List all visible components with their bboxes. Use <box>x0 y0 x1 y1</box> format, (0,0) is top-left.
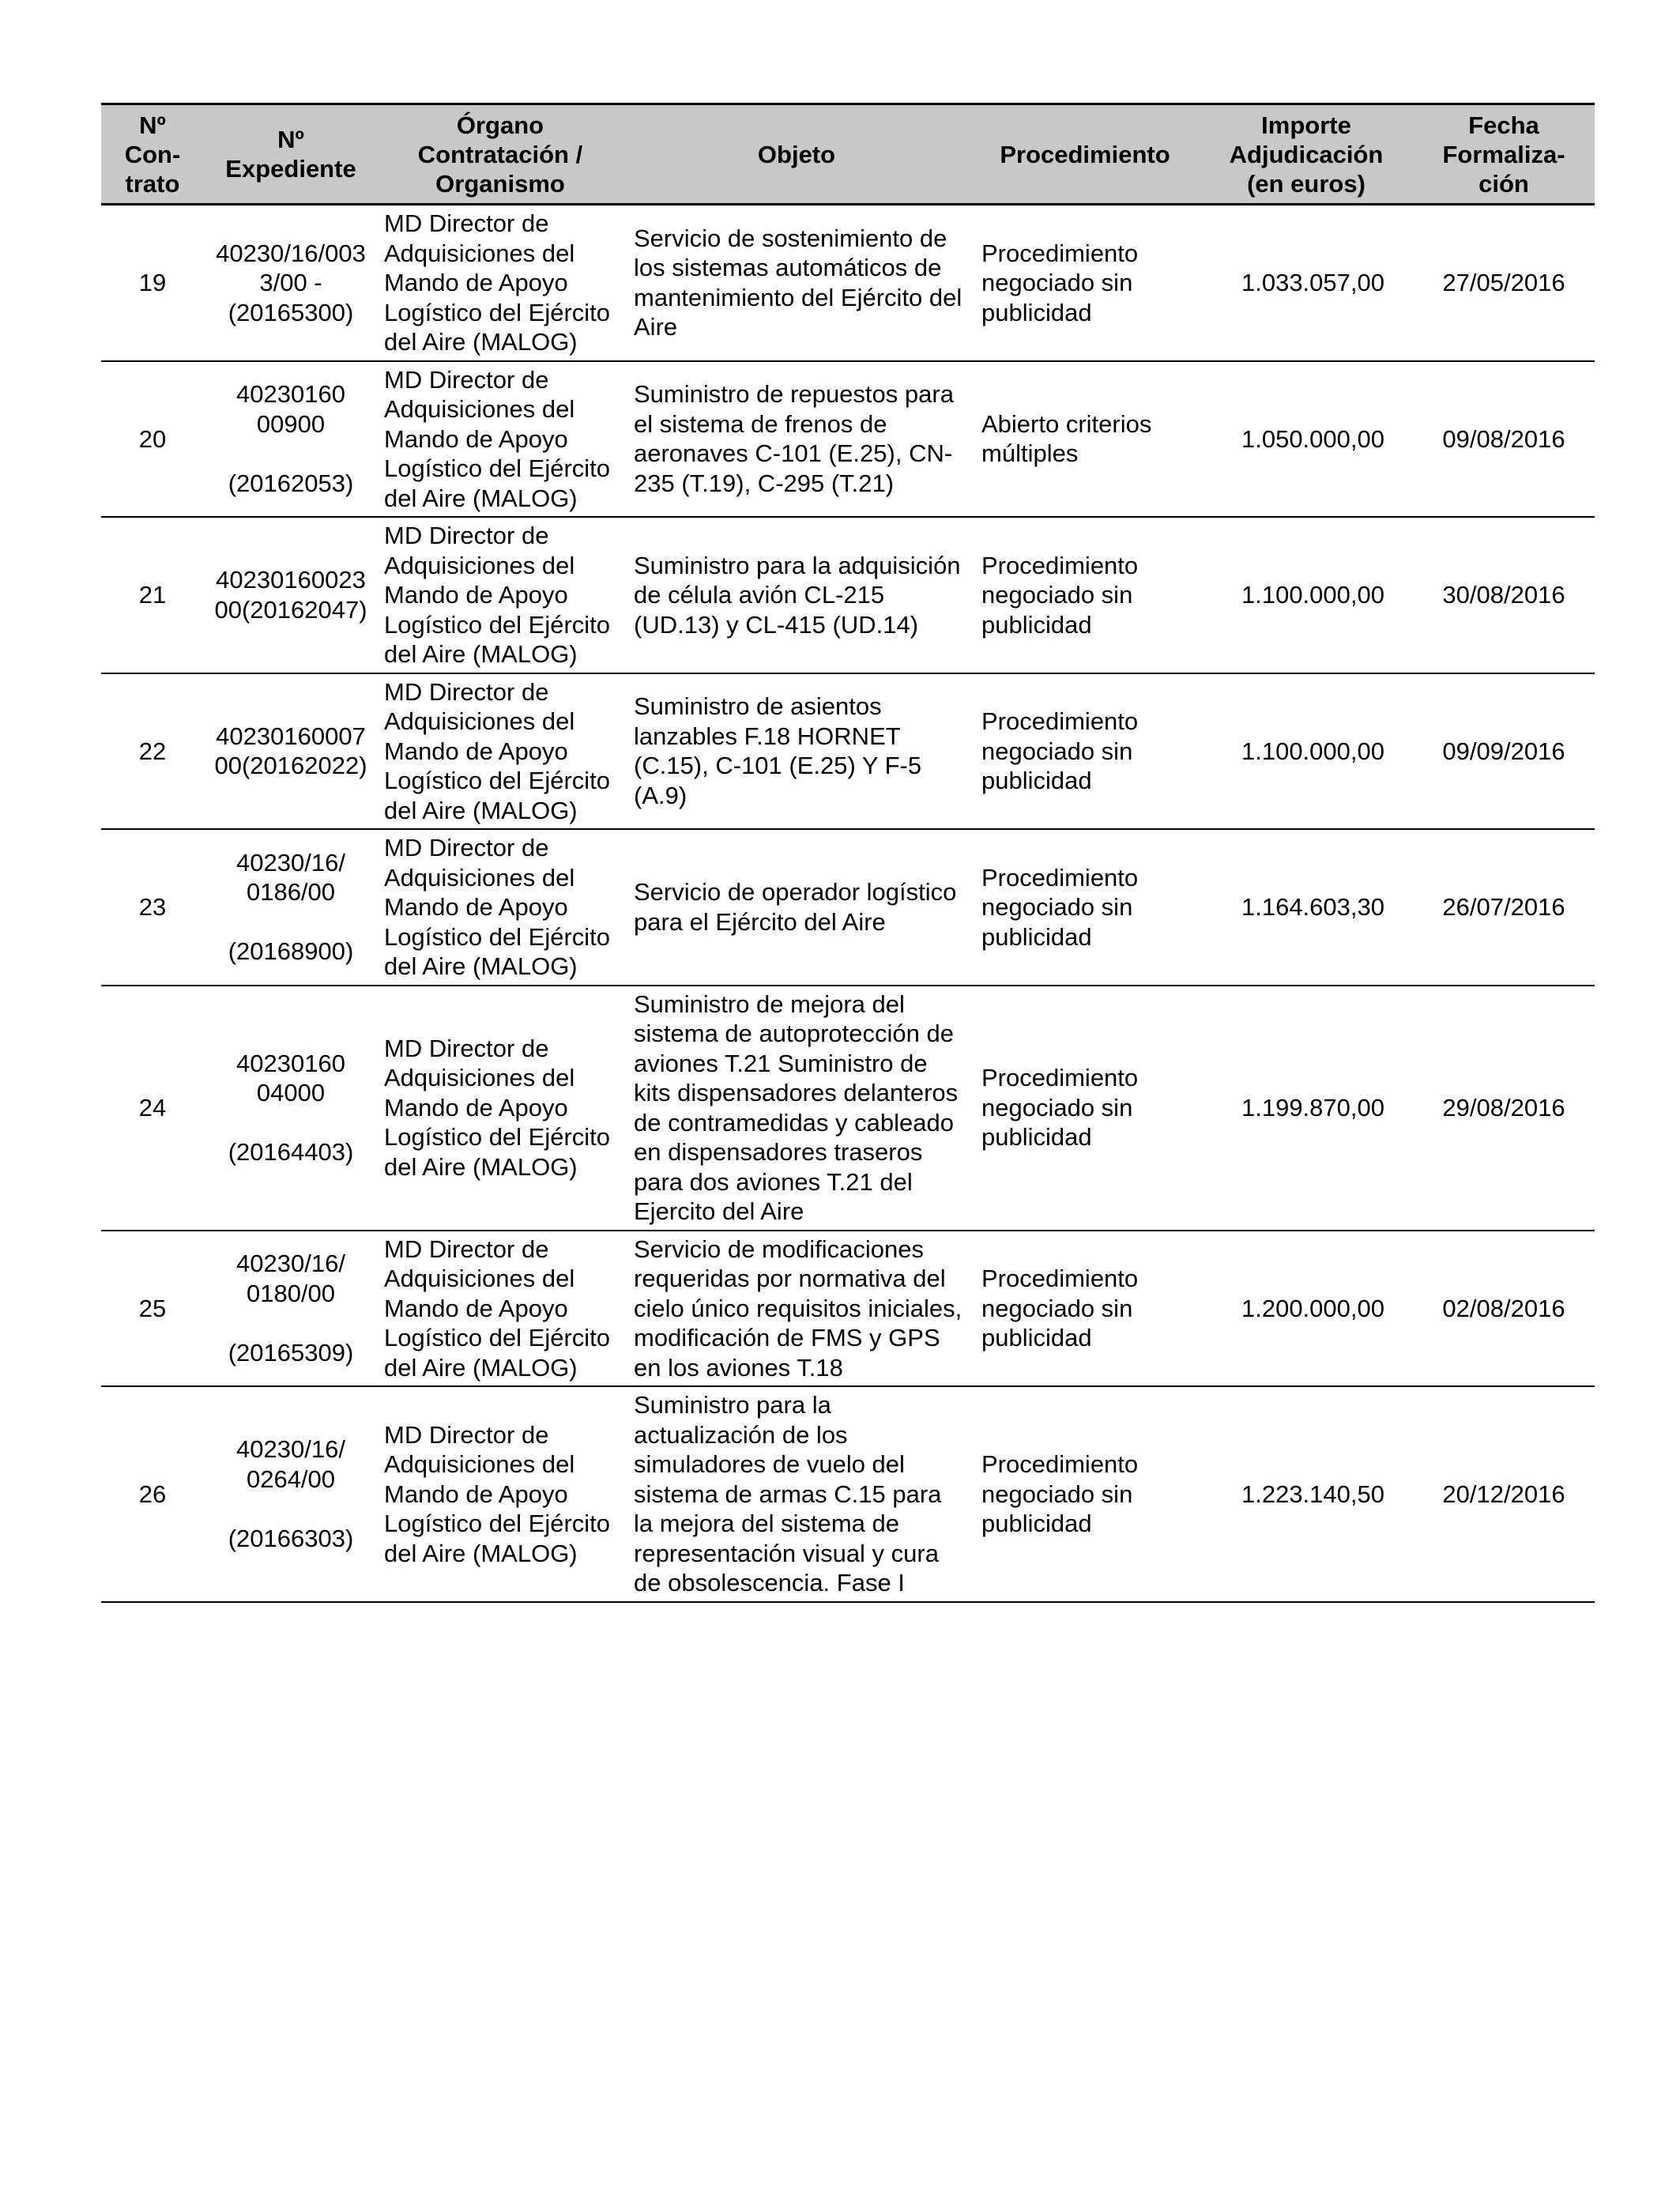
header-expediente-line: Nº <box>277 126 304 153</box>
header-fecha <box>1413 104 1595 205</box>
cell-objeto: Suministro para la adquisición de célula avión CL-215 (UD.13) y CL-415 (UD.14) <box>634 551 961 639</box>
contracts-table <box>101 103 1595 1603</box>
table-header <box>101 104 1595 205</box>
cell-expediente: 40230/16/ 0264/00 (20166303) <box>228 1435 354 1552</box>
cell-procedimiento: Procedimiento negociado sin publicidad <box>981 239 1139 326</box>
cell-contrato: 23 <box>138 893 167 921</box>
cell-fecha: 26/07/2016 <box>1442 893 1565 921</box>
cell-fecha: 09/09/2016 <box>1442 737 1565 765</box>
cell-objeto: Suministro de asientos lanzables F.18 HORNET (C.15), C-101 (E.25) Y F-5 (A.9) <box>634 692 922 809</box>
cell-procedimiento: Procedimiento negociado sin publicidad <box>981 1265 1139 1351</box>
header-contrato-line: Con- <box>124 140 181 168</box>
cell-procedimiento: Procedimiento negociado sin publicidad <box>981 1064 1139 1152</box>
cell-contrato: 20 <box>138 424 167 453</box>
cell-expediente: 40230/16/ 0180/00 (20165309) <box>228 1250 354 1367</box>
table-body <box>101 205 1595 1602</box>
header-objeto-line: Objeto <box>757 140 836 168</box>
cell-objeto: Servicio de sostenimiento de los sistemas automáticos de mantenimiento del Ejército del Aire <box>634 224 962 341</box>
cell-organo: MD Director de Adquisiciones del Mando de Apoyo Logístico del Ejército del Aire (MALOG) <box>384 1235 611 1382</box>
cell-objeto: Suministro para la actualización de los simuladores de vuelo del sistema de armas C.15 para la mejora del sistema de representación visual y cura de obsolescencia. Fase I <box>634 1391 942 1596</box>
header-row <box>101 104 1595 205</box>
cell-objeto: Servicio de operador logístico para el Ejército del Aire <box>634 878 957 936</box>
table-row <box>101 361 1595 518</box>
table-row <box>101 1231 1595 1387</box>
cell-organo: MD Director de Adquisiciones del Mando de Apoyo Logístico del Ejército del Aire (MALOG) <box>384 677 611 824</box>
header-importe <box>1200 104 1413 205</box>
cell-importe: 1.164.603,30 <box>1241 893 1384 921</box>
cell-contrato: 19 <box>138 269 167 296</box>
cell-importe: 1.033.057,00 <box>1241 269 1384 296</box>
cell-expediente: 40230160007 00(20162022) <box>214 722 367 780</box>
table-row <box>101 673 1595 830</box>
header-objeto <box>623 104 970 205</box>
header-expediente <box>204 104 378 205</box>
cell-organo: MD Director de Adquisiciones del Mando de Apoyo Logístico del Ejército del Aire (MALOG) <box>384 1034 611 1181</box>
cell-fecha: 09/08/2016 <box>1442 424 1565 453</box>
cell-objeto: Suministro de repuestos para el sistema de frenos de aeronaves C-101 (E.25), CN-235 (T.19), C-295 (T.21) <box>634 380 954 497</box>
header-importe-line: Importe <box>1261 111 1351 139</box>
cell-fecha: 30/08/2016 <box>1442 581 1565 609</box>
cell-fecha: 02/08/2016 <box>1442 1294 1565 1322</box>
cell-objeto: Suministro de mejora del sistema de autoprotección de aviones T.21 Suministro de kits dispensadores delanteros de contramedidas y cableado en dispensadores traseros para dos aviones T.21 del Ejercito del Aire <box>634 990 959 1225</box>
header-expediente-line: Expediente <box>225 155 356 183</box>
header-procedimiento <box>970 104 1200 205</box>
cell-organo: MD Director de Adquisiciones del Mando de Apoyo Logístico del Ejército del Aire (MALOG) <box>384 522 611 668</box>
table-row <box>101 1386 1595 1602</box>
header-fecha-line: Fecha <box>1468 111 1539 139</box>
cell-organo: MD Director de Adquisiciones del Mando de Apoyo Logístico del Ejército del Aire (MALOG) <box>384 365 611 512</box>
cell-importe: 1.100.000,00 <box>1241 737 1384 765</box>
cell-importe: 1.200.000,00 <box>1241 1294 1384 1322</box>
header-importe-line: (en euros) <box>1247 169 1365 198</box>
header-importe-line: Adjudicación <box>1229 140 1384 168</box>
cell-contrato: 22 <box>138 737 167 765</box>
header-contrato-line: trato <box>125 169 180 198</box>
cell-importe: 1.223.140,50 <box>1241 1480 1384 1508</box>
header-procedimiento-line: Procedimiento <box>1000 140 1170 168</box>
cell-expediente: 40230160023 00(20162047) <box>214 566 367 624</box>
cell-procedimiento: Abierto criterios múltiples <box>981 409 1152 468</box>
table-row <box>101 205 1595 361</box>
cell-importe: 1.199.870,00 <box>1241 1093 1384 1122</box>
cell-contrato: 25 <box>138 1294 167 1322</box>
cell-importe: 1.100.000,00 <box>1241 581 1384 609</box>
header-fecha-line: Formaliza- <box>1442 140 1565 168</box>
cell-fecha: 29/08/2016 <box>1442 1093 1565 1122</box>
cell-fecha: 27/05/2016 <box>1442 269 1565 296</box>
cell-contrato: 24 <box>138 1093 167 1122</box>
cell-procedimiento: Procedimiento negociado sin publicidad <box>981 551 1139 639</box>
header-organo-line: Organismo <box>435 169 565 198</box>
contracts-table-container <box>101 103 1595 1603</box>
header-organo-line: Contratación / <box>417 140 583 168</box>
cell-organo: MD Director de Adquisiciones del Mando de Apoyo Logístico del Ejército del Aire (MALOG) <box>384 209 611 356</box>
table-row <box>101 986 1595 1231</box>
cell-procedimiento: Procedimiento negociado sin publicidad <box>981 707 1139 794</box>
cell-expediente: 40230/16/003 3/00 - (20165300) <box>216 239 366 326</box>
header-contrato <box>101 104 204 205</box>
cell-importe: 1.050.000,00 <box>1241 424 1384 453</box>
cell-expediente: 40230/16/ 0186/00 (20168900) <box>228 848 354 966</box>
header-organo-line: Órgano <box>456 111 544 139</box>
table-row <box>101 517 1595 673</box>
cell-contrato: 21 <box>138 581 167 609</box>
header-fecha-line: ción <box>1478 169 1529 198</box>
cell-procedimiento: Procedimiento negociado sin publicidad <box>981 1450 1139 1537</box>
cell-fecha: 20/12/2016 <box>1442 1480 1565 1508</box>
cell-contrato: 26 <box>138 1480 167 1508</box>
cell-organo: MD Director de Adquisiciones del Mando de Apoyo Logístico del Ejército del Aire (MALOG) <box>384 834 611 980</box>
cell-procedimiento: Procedimiento negociado sin publicidad <box>981 863 1139 951</box>
cell-expediente: 40230160 04000 (20164403) <box>228 1049 354 1166</box>
cell-expediente: 40230160 00900 (20162053) <box>228 380 354 497</box>
header-contrato-line: Nº <box>139 111 166 139</box>
cell-objeto: Servicio de modificaciones requeridas por normativa del cielo único requisitos iniciales, modificación de FMS y GPS en los aviones T.18 <box>634 1235 962 1382</box>
header-organo <box>378 104 623 205</box>
cell-organo: MD Director de Adquisiciones del Mando de Apoyo Logístico del Ejército del Aire (MALOG) <box>384 1420 611 1567</box>
table-row <box>101 829 1595 986</box>
